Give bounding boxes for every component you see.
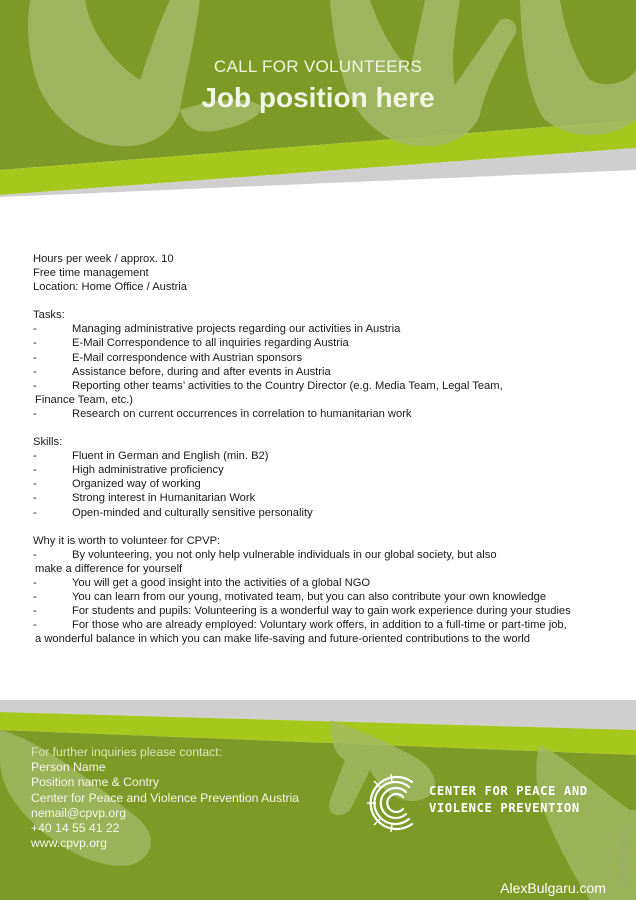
organization-name-line1: CENTER FOR PEACE AND [429, 784, 588, 798]
list-item-continuation: a wonderful balance in which you can make life-saving and future-oriented contributions to the world [35, 633, 531, 646]
contact-organization: Center for Peace and Violence Prevention Austria [31, 790, 300, 805]
list-item: - By volunteering, you not only help vulnerable individuals in our global society, but also [33, 548, 497, 561]
list-item-continuation: Finance Team, etc.) [35, 393, 134, 406]
contact-block [31, 745, 299, 851]
list-item: - Organized way of working [33, 478, 201, 491]
contact-phone: +40 14 55 41 22 [31, 821, 120, 836]
footer-banner [0, 700, 636, 900]
why-heading: Why it is worth to volunteer for CPVP: [33, 534, 221, 547]
list-item: - Reporting other teams’ activities to the Country Director (e.g. Media Team, Legal Team, [33, 379, 503, 392]
artist-credit: art by @bulgarualex [621, 827, 628, 890]
contact-position: Position name & Contry [31, 775, 160, 790]
location-line: Location: Home Office / Austria [33, 281, 188, 294]
list-item: - You can learn from our young, motivated team, but you can also contribute your own knowledge [33, 590, 547, 603]
organization-name [429, 783, 588, 817]
job-title: Job position here [201, 82, 435, 113]
call-for-volunteers-heading: CALL FOR VOLUNTEERS [213, 57, 423, 76]
list-item: - You will get a good insight into the activities of a global NGO [33, 576, 371, 589]
list-item: - Strong interest in Humanitarian Work [33, 492, 256, 505]
header-banner [0, 0, 636, 200]
list-item: - Open-minded and culturally sensitive personality [33, 506, 313, 519]
skills-heading: Skills: [33, 436, 63, 449]
list-item: - Managing administrative projects regarding our activities in Austria [33, 323, 401, 336]
list-item: - Assistance before, during and after events in Austria [33, 365, 331, 378]
list-item: - E-Mail Correspondence to all inquiries regarding Austria [33, 337, 349, 350]
hours-line: Hours per week / approx. 10 [33, 253, 174, 265]
list-item: - Research on current occurrences in correlation to humanitarian work [33, 407, 412, 420]
list-item: - High administrative proficiency [33, 464, 224, 477]
contact-heading: For further inquiries please contact: [31, 745, 223, 759]
list-item: - E-Mail correspondence with Austrian sponsors [33, 351, 303, 364]
list-item: - For those who are already employed: Voluntary work offers, in addition to a full-time or part-time job, [33, 619, 567, 632]
job-description [33, 252, 603, 646]
cpvp-logo-icon [362, 768, 432, 838]
list-item: - For students and pupils: Volunteering is a wonderful way to gain work experience during your studies [33, 605, 571, 618]
list-item-continuation: make a difference for yourself [35, 562, 183, 575]
list-item: - Fluent in German and English (min. B2) [33, 450, 269, 463]
contact-person: Person Name [31, 760, 106, 775]
time-line: Free time management [33, 267, 149, 280]
tasks-heading: Tasks: [33, 309, 65, 322]
contact-email[interactable]: nemail@cpvp.org [31, 805, 127, 820]
organization-name-line2: VIOLENCE PREVENTION [429, 801, 580, 815]
artist-website[interactable]: AlexBulgaru.com [500, 880, 606, 896]
contact-website[interactable]: www.cpvp.org [31, 836, 107, 851]
